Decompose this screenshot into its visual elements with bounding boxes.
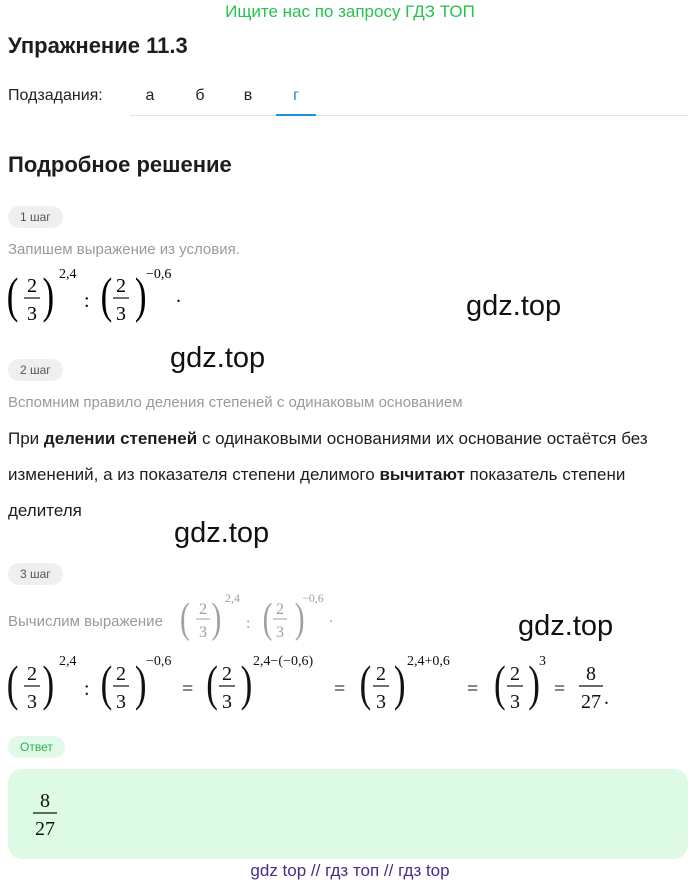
svg-text::: :: [246, 615, 251, 632]
step-1-formula: [4, 262, 204, 330]
svg-text:8: 8: [586, 663, 596, 685]
svg-text:.: .: [604, 687, 609, 709]
svg-text:): ): [42, 269, 55, 324]
subtasks-label: Подзадания:: [8, 87, 103, 104]
fraction-denominator: 3: [27, 303, 37, 325]
step-1-text: Запишем выражение из условия.: [8, 241, 240, 258]
svg-text:2: 2: [510, 663, 520, 685]
svg-text:(: (: [262, 594, 273, 642]
step-3-formula: [4, 648, 644, 716]
watermark: gdz.top: [174, 517, 270, 549]
svg-text:2,4: 2,4: [59, 654, 77, 669]
subtasks-bar: [8, 82, 688, 116]
svg-text:2: 2: [116, 663, 126, 685]
svg-text:): ): [134, 657, 147, 712]
svg-text:2,4−(−0,6): 2,4−(−0,6): [253, 654, 314, 669]
watermark: gdz.top: [170, 342, 266, 374]
top-banner[interactable]: Ищите нас по запросу ГДЗ ТОП: [225, 2, 475, 21]
svg-text:2: 2: [27, 663, 37, 685]
svg-text:): ): [42, 657, 55, 712]
tab-a[interactable]: а: [145, 87, 155, 104]
step-2-badge: 2 шаг: [8, 359, 63, 381]
svg-text:2: 2: [276, 601, 284, 618]
svg-text:.: .: [329, 609, 333, 626]
step-2-text: Вспомним правило деления степеней с одинаковым основанием: [8, 394, 463, 411]
svg-text:(: (: [493, 657, 506, 712]
svg-text:−0,6: −0,6: [302, 591, 324, 605]
svg-text:2: 2: [376, 663, 386, 685]
svg-text:3: 3: [510, 691, 520, 713]
svg-text:): ): [211, 594, 222, 642]
svg-text:): ): [294, 594, 305, 642]
answer-box: [8, 769, 688, 859]
tab-b[interactable]: б: [195, 87, 205, 104]
exponent: −0,6: [146, 267, 172, 282]
svg-text:3: 3: [27, 691, 37, 713]
svg-text:(: (: [180, 594, 190, 642]
svg-text:2,4+0,6: 2,4+0,6: [407, 654, 450, 669]
svg-text:): ): [393, 657, 406, 712]
footer-links[interactable]: gdz top // гдз топ // гдз top: [250, 861, 450, 880]
step-1-badge: 1 шаг: [8, 206, 63, 228]
rule-bold-1: делении степеней: [43, 429, 198, 448]
svg-text:): ): [528, 657, 540, 712]
svg-text:(: (: [206, 657, 218, 712]
fraction-numerator: 2: [116, 275, 126, 297]
svg-text:−0,6: −0,6: [146, 654, 172, 669]
svg-text:=: =: [467, 678, 479, 700]
svg-text:3: 3: [539, 654, 546, 669]
watermark: gdz.top: [518, 610, 614, 642]
svg-text:(: (: [6, 269, 19, 324]
svg-text:2,4: 2,4: [225, 591, 240, 605]
svg-text:2: 2: [199, 601, 207, 618]
svg-text:(: (: [359, 657, 372, 712]
svg-text:=: =: [334, 678, 346, 700]
answer-numerator: 8: [40, 790, 50, 812]
svg-text:(: (: [100, 657, 113, 712]
svg-text:27: 27: [581, 691, 601, 713]
rule-text: При делении степеней с одинаковыми основаниями их основание остаётся без изменений, а из показателя степени делимого вычитают показатель степени делителя: [8, 429, 648, 520]
exponent: 2,4: [59, 267, 77, 282]
watermark: gdz.top: [466, 290, 562, 322]
answer-denominator: 27: [35, 818, 55, 840]
tab-v[interactable]: в: [243, 87, 253, 104]
tab-g[interactable]: г: [276, 82, 316, 116]
svg-text:=: =: [182, 678, 194, 700]
step-3-badge: 3 шаг: [8, 563, 63, 585]
answer-fraction: [30, 787, 70, 843]
svg-text:): ): [134, 269, 147, 324]
fraction-numerator: 2: [27, 275, 37, 297]
rule-bold-2: вычитают: [379, 465, 465, 484]
svg-text:): ): [240, 657, 253, 712]
step-3-text: Вычислим выражение: [8, 613, 163, 630]
svg-text::: :: [84, 290, 90, 312]
svg-text:3: 3: [276, 624, 284, 641]
section-title: Подробное решение: [8, 152, 232, 177]
svg-text:3: 3: [116, 691, 126, 713]
svg-text:2: 2: [222, 663, 232, 685]
svg-text:=: =: [554, 678, 566, 700]
svg-text:.: .: [176, 285, 181, 307]
svg-text:3: 3: [222, 691, 232, 713]
svg-text::: :: [84, 678, 90, 700]
svg-text:(: (: [100, 269, 113, 324]
svg-text:(: (: [6, 657, 19, 712]
step-3-inline-formula: [180, 588, 340, 646]
answer-badge: Ответ: [8, 736, 65, 758]
page-title: Упражнение 11.3: [8, 33, 188, 58]
svg-text:3: 3: [199, 624, 207, 641]
fraction-denominator: 3: [116, 303, 126, 325]
svg-text:3: 3: [376, 691, 386, 713]
